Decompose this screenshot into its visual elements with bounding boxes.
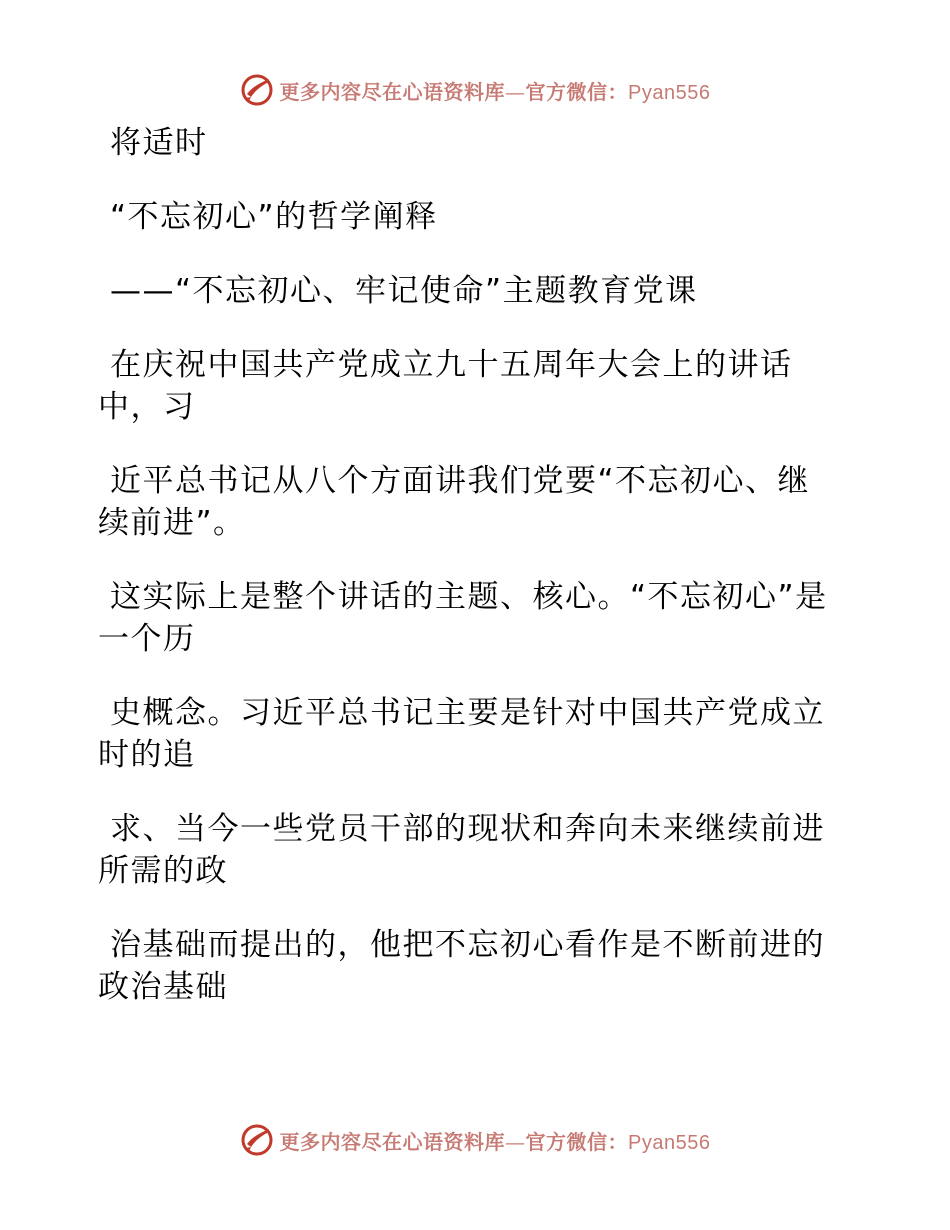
watermark-wechat-id: Pyan556 bbox=[628, 1131, 711, 1154]
pen-nib-logo-icon bbox=[240, 1123, 274, 1157]
watermark-site-text: 更多内容尽在心语资料库 bbox=[279, 1129, 506, 1154]
paragraph: 将适时 bbox=[110, 125, 208, 161]
footer-watermark-banner bbox=[0, 1118, 950, 1162]
paragraph: 近平总书记从八个方面讲我们党要“不忘初心、继续前进”。 bbox=[98, 463, 811, 541]
paragraph: ——“不忘初心、牢记使命”主题教育党课 bbox=[110, 273, 698, 309]
header-watermark-banner bbox=[0, 68, 950, 112]
paragraph: 这实际上是整个讲话的主题、核心。“不忘初心”是一个历 bbox=[98, 579, 828, 657]
document-body bbox=[98, 122, 838, 1040]
watermark-separator: — bbox=[505, 1129, 526, 1154]
watermark-text bbox=[280, 1126, 711, 1155]
watermark-separator: — bbox=[505, 79, 526, 104]
watermark-wechat-id: Pyan556 bbox=[628, 81, 711, 104]
watermark-wechat-label: 官方微信： bbox=[525, 1129, 629, 1154]
paragraph: 求、当今一些党员干部的现状和奔向未来继续前进所需的政 bbox=[98, 811, 825, 889]
paragraph: 在庆祝中国共产党成立九十五周年大会上的讲话中，习 bbox=[98, 347, 793, 425]
watermark-site-text: 更多内容尽在心语资料库 bbox=[279, 79, 506, 104]
paragraph: “不忘初心”的哲学阐释 bbox=[110, 199, 438, 235]
watermark-text bbox=[280, 76, 711, 105]
paragraph: 治基础而提出的，他把不忘初心看作是不断前进的政治基础 bbox=[98, 927, 825, 1005]
paragraph: 史概念。习近平总书记主要是针对中国共产党成立时的追 bbox=[98, 695, 825, 773]
pen-nib-logo-icon bbox=[240, 73, 274, 107]
watermark-wechat-label: 官方微信： bbox=[525, 79, 629, 104]
